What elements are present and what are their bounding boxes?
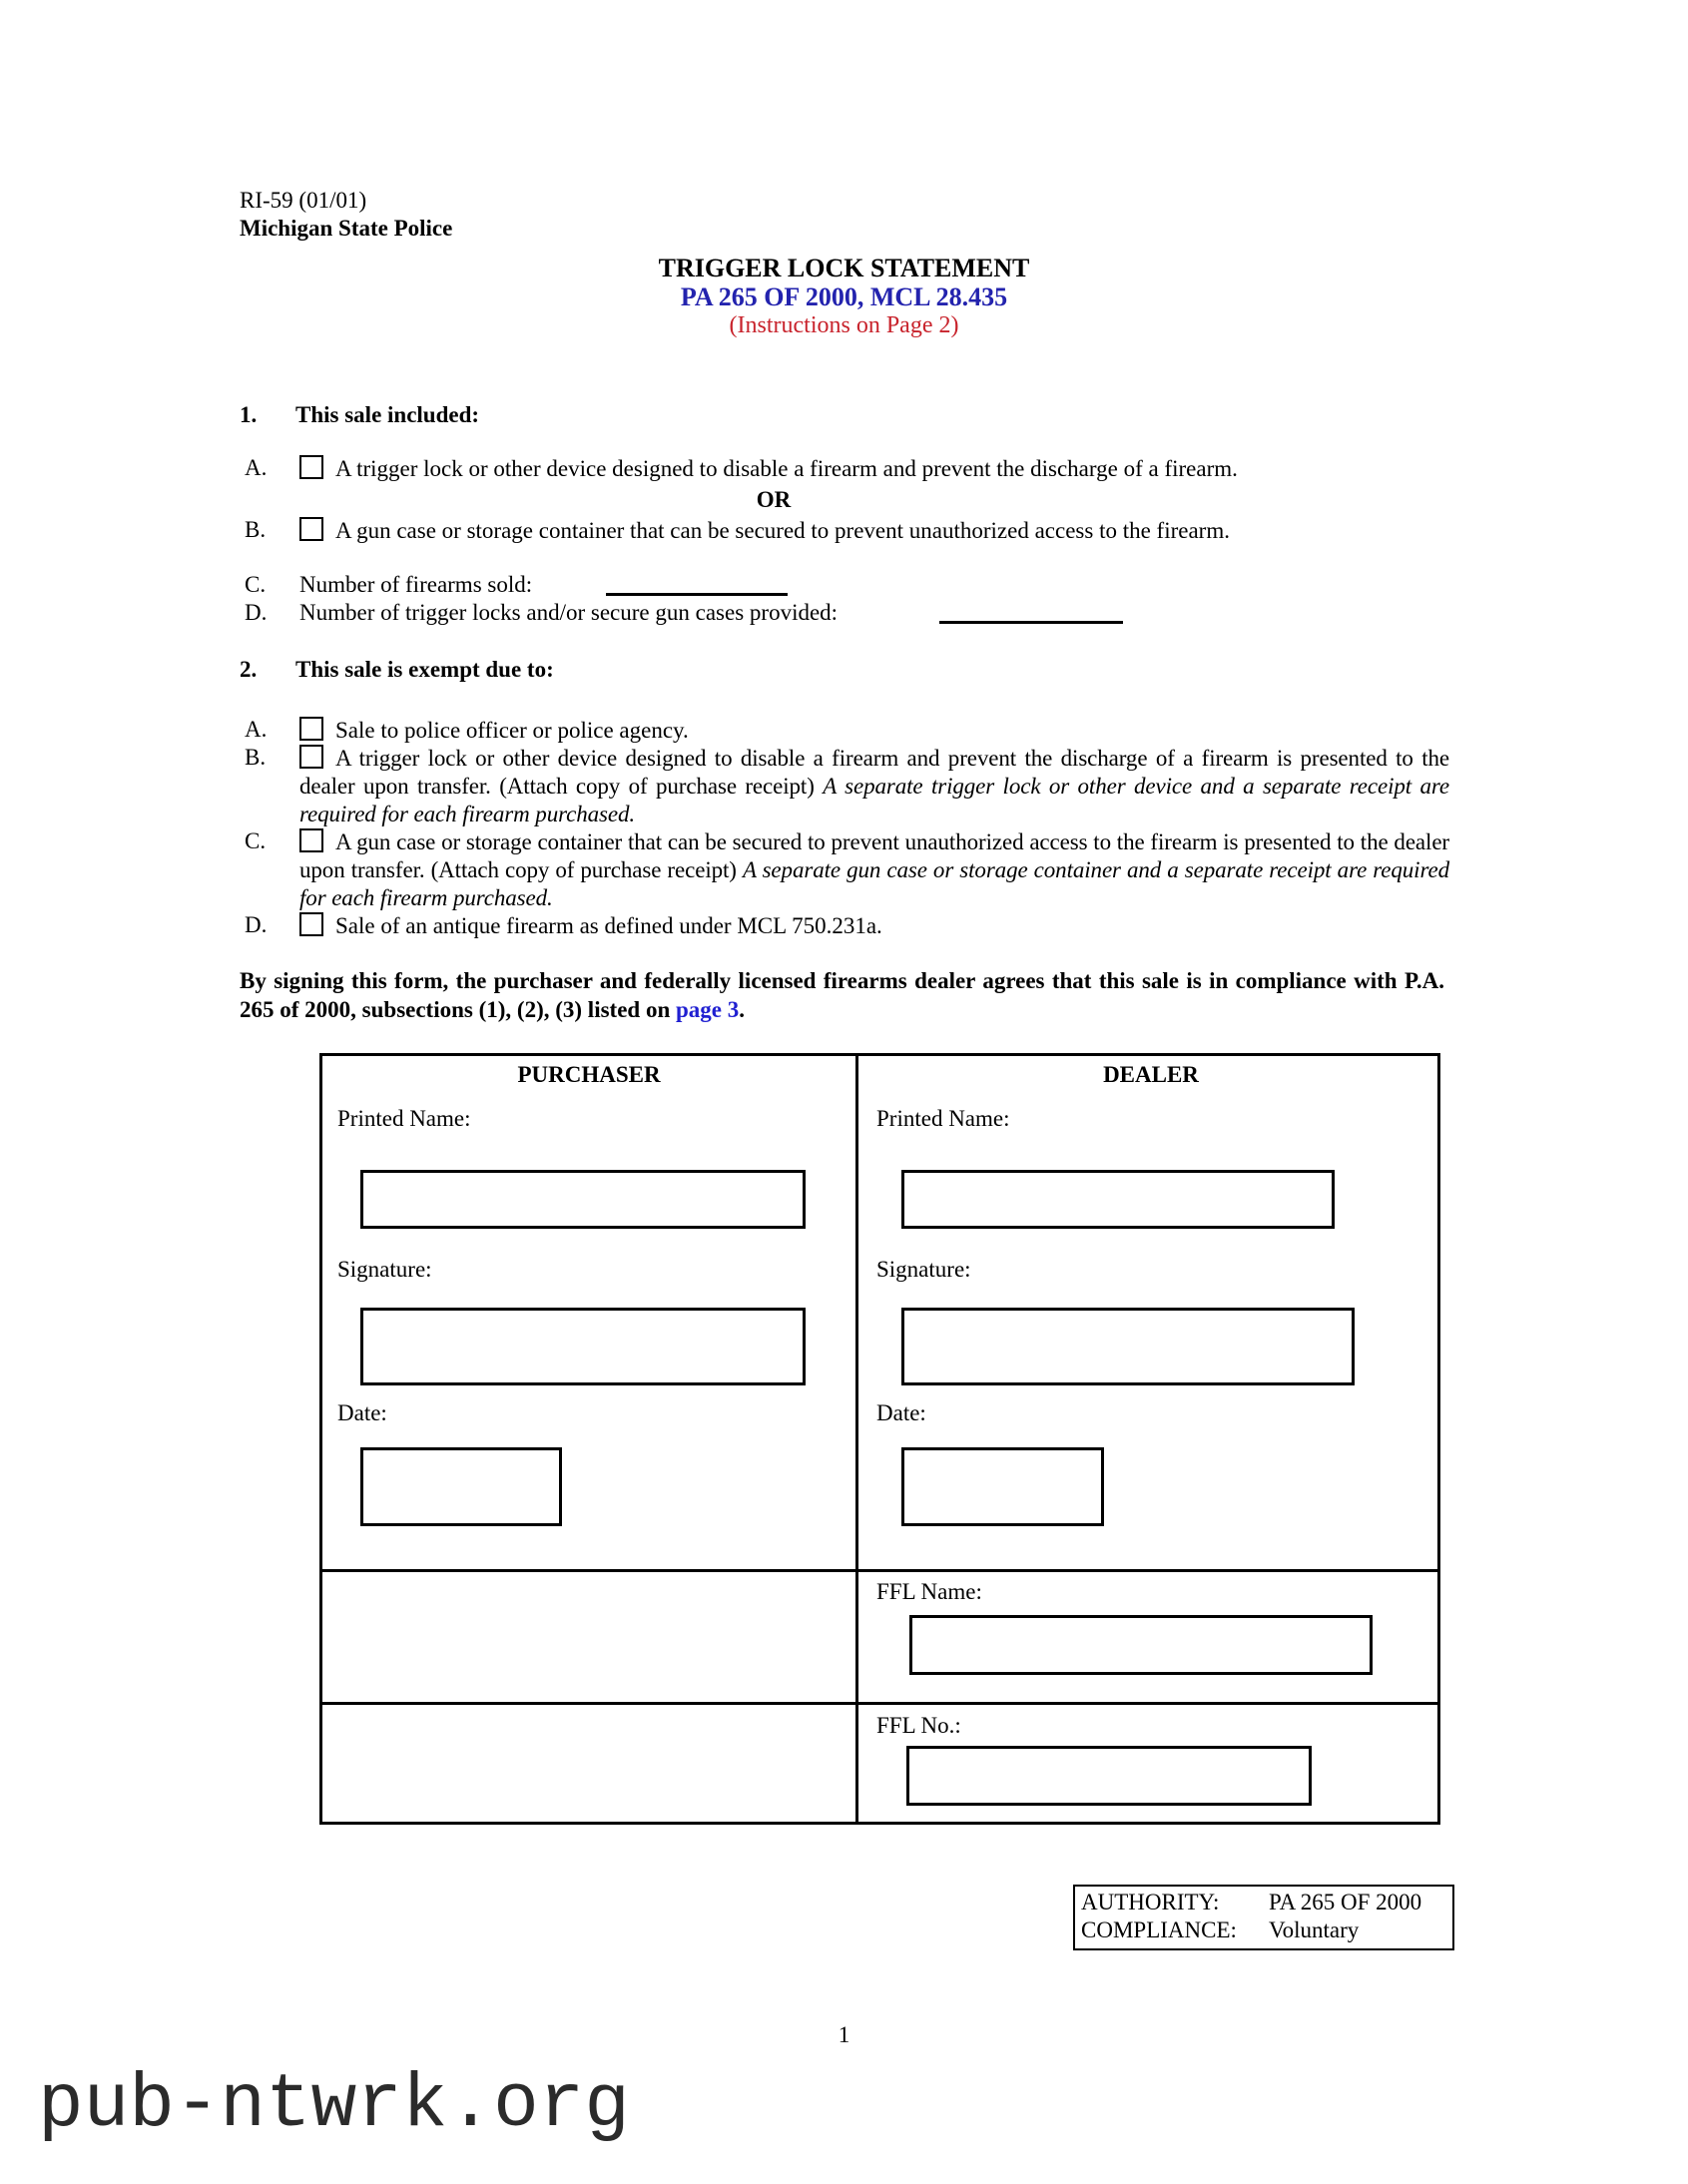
agreement-text: By signing this form, the purchaser and federally licensed firearms dealer agrees that this sale is in compliance with P.A. 265 of 2000, subsections (1), (2), (3) listed on xyxy=(240,968,1444,1022)
item-1d-letter: D. xyxy=(245,600,268,625)
checkbox-2d[interactable] xyxy=(299,912,323,936)
item-2c xyxy=(240,828,1449,912)
section2-heading-text: This sale is exempt due to: xyxy=(295,657,554,682)
dealer-date-label: Date: xyxy=(876,1400,926,1425)
instructions-note: (Instructions on Page 2) xyxy=(729,312,959,338)
section1-heading xyxy=(240,402,479,428)
dealer-date-box[interactable] xyxy=(901,1447,1104,1526)
signature-table xyxy=(319,1053,1440,1825)
checkbox-2c[interactable] xyxy=(299,828,323,852)
item-2a-letter: A. xyxy=(245,717,268,742)
checkbox-1b[interactable] xyxy=(299,517,323,541)
table-row-divider-2 xyxy=(322,1702,1437,1705)
item-1b-letter: B. xyxy=(245,517,267,542)
item-2a-text: Sale to police officer or police agency. xyxy=(335,718,689,743)
purchaser-printed-name-label: Printed Name: xyxy=(337,1106,471,1131)
item-1d xyxy=(240,600,1449,626)
statute-line: PA 265 OF 2000, MCL 28.435 xyxy=(680,282,1008,311)
dealer-signature-label: Signature: xyxy=(876,1257,971,1282)
purchaser-printed-name-box[interactable] xyxy=(360,1170,806,1229)
item-1d-text: Number of trigger locks and/or secure gun cases provided: xyxy=(299,600,839,625)
purchaser-header: PURCHASER xyxy=(517,1062,661,1087)
purchaser-signature-box[interactable] xyxy=(360,1308,806,1385)
item-1b xyxy=(240,517,1449,544)
compliance-label: COMPLIANCE: xyxy=(1081,1917,1237,1942)
item-2b-letter: B. xyxy=(245,745,267,770)
item-2c-italic-text: A separate gun case or storage container and a separate receipt are required for each firearm purchased. xyxy=(299,857,1449,910)
authority-compliance-box xyxy=(1073,1885,1454,1950)
item-2d-letter: D. xyxy=(245,912,268,937)
item-2c-letter: C. xyxy=(245,828,267,853)
compliance-row xyxy=(1081,1916,1448,1944)
item-1c-letter: C. xyxy=(245,572,267,597)
item-2a xyxy=(240,717,1449,744)
dealer-header: DEALER xyxy=(1103,1062,1199,1087)
locks-provided-blank[interactable] xyxy=(939,601,1123,624)
dealer-signature-box[interactable] xyxy=(901,1308,1355,1385)
checkbox-2a[interactable] xyxy=(299,717,323,741)
page-number: 1 xyxy=(838,2022,850,2047)
item-2b xyxy=(240,745,1449,828)
agreement-paragraph xyxy=(240,966,1444,1024)
dealer-printed-name-box[interactable] xyxy=(901,1170,1335,1229)
section1-heading-text: This sale included: xyxy=(295,402,480,427)
checkbox-2b[interactable] xyxy=(299,745,323,769)
purchaser-date-box[interactable] xyxy=(360,1447,562,1526)
authority-value: PA 265 OF 2000 xyxy=(1269,1890,1422,1914)
ffl-no-box[interactable] xyxy=(906,1746,1312,1806)
item-1a-letter: A. xyxy=(245,455,268,480)
purchaser-signature-label: Signature: xyxy=(337,1257,432,1282)
authority-row xyxy=(1081,1889,1448,1916)
item-1b-text: A gun case or storage container that can be secured to prevent unauthorized access to the firearm. xyxy=(335,518,1230,543)
item-2b-text: A trigger lock or other device designed to disable a firearm and prevent the discharge of a firearm is presented to the dealer upon transfer. (Attach copy of purchase receipt) xyxy=(299,746,1449,799)
authority-label: AUTHORITY: xyxy=(1081,1890,1220,1914)
form-title: TRIGGER LOCK STATEMENT xyxy=(658,254,1030,282)
ffl-name-box[interactable] xyxy=(909,1615,1373,1675)
item-1a-text: A trigger lock or other device designed to disable a firearm and prevent the discharge of a firearm. xyxy=(335,456,1238,481)
item-1a xyxy=(240,455,1449,482)
item-1c xyxy=(240,572,1449,598)
agency-name: Michigan State Police xyxy=(240,216,453,241)
ffl-name-label: FFL Name: xyxy=(876,1579,982,1604)
purchaser-date-label: Date: xyxy=(337,1400,387,1425)
item-1c-text: Number of firearms sold: xyxy=(299,572,533,597)
form-number: RI-59 (01/01) xyxy=(240,188,367,213)
dealer-printed-name-label: Printed Name: xyxy=(876,1106,1010,1131)
item-2c-text: A gun case or storage container that can be secured to prevent unauthorized access to the firearm is presented to the dealer upon transfer. (Attach copy of purchase receipt) xyxy=(299,829,1449,882)
agreement-text-end: . xyxy=(739,997,745,1022)
firearms-sold-blank[interactable] xyxy=(606,573,788,596)
ffl-no-label: FFL No.: xyxy=(876,1713,961,1738)
item-2d xyxy=(240,912,1449,939)
checkbox-1a[interactable] xyxy=(299,455,323,479)
table-column-divider xyxy=(855,1056,858,1822)
item-2d-text: Sale of an antique firearm as defined under MCL 750.231a. xyxy=(335,913,882,938)
or-separator: OR xyxy=(756,487,792,512)
compliance-value: Voluntary xyxy=(1269,1917,1360,1942)
section2-number: 2. xyxy=(240,657,258,682)
page-3-link[interactable]: page 3 xyxy=(676,997,740,1022)
watermark: pub-ntwrk.org xyxy=(38,2062,630,2148)
item-2b-italic-text: A separate trigger lock or other device and a separate receipt are required for each firearm purchased. xyxy=(299,774,1449,826)
section2-heading xyxy=(240,657,554,683)
table-row-divider-1 xyxy=(322,1569,1437,1572)
section1-number: 1. xyxy=(240,402,258,427)
